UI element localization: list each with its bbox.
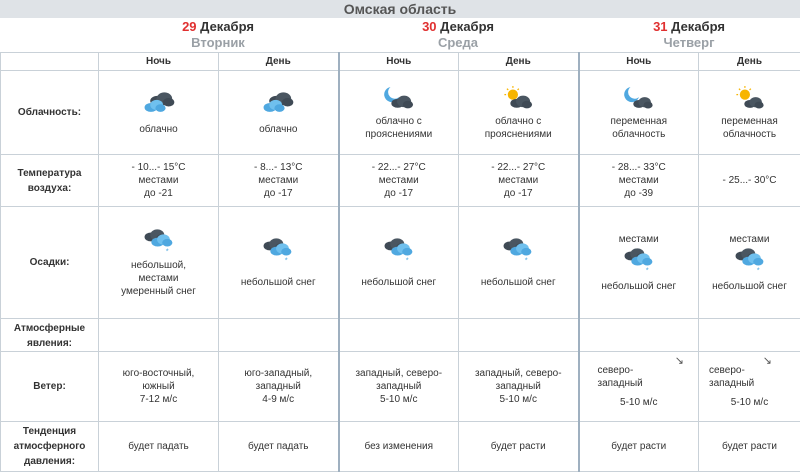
day-num: 29 [182, 19, 196, 34]
cloudiness-row [1, 71, 800, 155]
cloud-text: облачно [99, 124, 218, 135]
atmo-cell [99, 319, 219, 352]
period-day: День [459, 53, 579, 71]
precip-text: небольшой снег [580, 280, 699, 293]
wind-speed: 5-10 м/с [459, 393, 578, 406]
atmo-cell [699, 319, 800, 352]
wind-dir: юго-западный, [219, 367, 338, 380]
snow-cloud-icon [622, 246, 656, 274]
day-month: Декабря [440, 19, 494, 34]
temp-note: местами [219, 174, 338, 187]
temp-cell [699, 155, 800, 207]
wind-dir: северо- [580, 364, 699, 377]
temperature-label-1: Температура [1, 166, 98, 181]
day-header-31 [578, 18, 800, 52]
cloud-text-2: прояснениями [340, 128, 459, 141]
moon-cloud-icon [622, 85, 656, 111]
cloud-cell [579, 71, 699, 155]
moon-cloud-icon [382, 85, 416, 111]
cloudy-icon [261, 90, 295, 116]
period-day: День [219, 53, 339, 71]
wind-cell [579, 352, 699, 422]
pressure-label-3: давления: [1, 454, 98, 469]
wind-cell [219, 352, 339, 422]
atmo-cell [579, 319, 699, 352]
svg-text:*: * [756, 265, 759, 273]
pressure-cell: будет падать [99, 422, 219, 472]
pressure-row [1, 422, 800, 472]
pressure-cell: будет расти [699, 422, 800, 472]
day-header-30 [338, 18, 578, 52]
wind-speed: 5-10 м/с [340, 393, 459, 406]
temp-range: - 10...- 15°C [99, 161, 218, 174]
sun-cloud-icon [501, 85, 535, 111]
temp-note: местами [580, 174, 699, 187]
cloud-text: облачно с [340, 115, 459, 128]
snow-cloud-icon [142, 227, 176, 255]
pressure-label [1, 422, 99, 472]
temp-note: местами [340, 174, 459, 187]
cloud-text-2: облачность [580, 128, 699, 141]
wind-arrow-icon: ↘ [763, 354, 772, 367]
precip-text-3: умеренный снег [99, 285, 218, 298]
precip-cell [99, 207, 219, 319]
period-night: Ночь [339, 53, 459, 71]
atmo-label-2: явления: [1, 336, 98, 351]
snow-cloud-icon [382, 236, 416, 264]
temp-min: до -17 [459, 187, 578, 200]
wind-speed: 5-10 м/с [580, 396, 699, 409]
wind-cell [99, 352, 219, 422]
cloud-cell [459, 71, 579, 155]
precip-row [1, 207, 800, 319]
temp-note: местами [459, 174, 578, 187]
wind-speed: 7-12 м/с [99, 393, 218, 406]
precip-note: местами [699, 233, 800, 246]
sun-cloud-icon [733, 85, 767, 111]
wind-dir-2: западный [459, 380, 578, 393]
temp-cell [219, 155, 339, 207]
wind-label: Ветер: [1, 352, 99, 422]
precip-cell [579, 207, 699, 319]
precip-note: местами [580, 233, 699, 246]
day-month: Декабря [200, 19, 254, 34]
precip-cell [699, 207, 800, 319]
day-num: 31 [653, 19, 667, 34]
wind-dir: юго-восточный, [99, 367, 218, 380]
pressure-cell: будет расти [459, 422, 579, 472]
temperature-label [1, 155, 99, 207]
temperature-row [1, 155, 800, 207]
wind-row [1, 352, 800, 422]
wind-cell [699, 352, 800, 422]
precip-cell [459, 207, 579, 319]
cloud-text: переменная [699, 115, 800, 128]
wind-dir: северо- [699, 364, 800, 377]
cloud-text: переменная [580, 115, 699, 128]
temp-min: до -21 [99, 187, 218, 200]
temp-cell [99, 155, 219, 207]
cloud-text-2: прояснениями [459, 128, 578, 141]
svg-text:*: * [406, 256, 409, 264]
region-title: Омская область [0, 0, 800, 18]
cloud-cell [99, 71, 219, 155]
cloud-text-2: облачность [699, 128, 800, 141]
pressure-label-1: Тенденция [1, 424, 98, 439]
temp-cell [459, 155, 579, 207]
precip-text: небольшой снег [219, 276, 338, 289]
wind-dir-2: западный [699, 377, 800, 390]
forecast-table [0, 52, 800, 472]
wind-speed: 4-9 м/с [219, 393, 338, 406]
precip-text: небольшой, [99, 259, 218, 272]
wind-cell [339, 352, 459, 422]
cloud-cell [219, 71, 339, 155]
atmo-row [1, 319, 800, 352]
precip-text: небольшой снег [340, 276, 459, 289]
wind-dir-2: западный [580, 377, 699, 390]
period-night: Ночь [579, 53, 699, 71]
temp-range: - 25...- 30°C [699, 174, 800, 187]
day-weekday: Вторник [98, 35, 338, 51]
wind-dir-2: южный [99, 380, 218, 393]
pressure-cell: будет расти [579, 422, 699, 472]
temp-range: - 28...- 33°C [580, 161, 699, 174]
atmo-label-1: Атмосферные [1, 321, 98, 336]
atmo-cell [219, 319, 339, 352]
day-weekday: Четверг [578, 35, 800, 51]
cloud-text: облачно [219, 124, 338, 135]
period-day: День [699, 53, 800, 71]
day-weekday: Среда [338, 35, 578, 51]
temp-range: - 22...- 27°C [340, 161, 459, 174]
cloud-cell [699, 71, 800, 155]
day-header-29 [98, 18, 338, 52]
cloudiness-label: Облачность: [1, 71, 99, 155]
temp-note: местами [99, 174, 218, 187]
wind-dir-2: западный [340, 380, 459, 393]
snow-cloud-icon [501, 236, 535, 264]
wind-speed: 5-10 м/с [699, 396, 800, 409]
temp-min: до -39 [580, 187, 699, 200]
atmo-cell [459, 319, 579, 352]
atmo-label [1, 319, 99, 352]
pressure-label-2: атмосферного [1, 439, 98, 454]
precip-text: небольшой снег [699, 280, 800, 293]
precip-cell [219, 207, 339, 319]
wind-cell [459, 352, 579, 422]
cloud-cell [339, 71, 459, 155]
temp-cell [339, 155, 459, 207]
svg-text:*: * [525, 256, 528, 264]
snow-cloud-icon [261, 236, 295, 264]
wind-dir: западный, северо- [459, 367, 578, 380]
temp-cell [579, 155, 699, 207]
svg-text:*: * [646, 265, 649, 273]
temp-min: до -17 [219, 187, 338, 200]
period-row [1, 53, 800, 71]
precip-cell [339, 207, 459, 319]
temp-min: до -17 [340, 187, 459, 200]
wind-arrow-icon: ↘ [675, 354, 684, 367]
cloud-text: облачно с [459, 115, 578, 128]
period-night: Ночь [99, 53, 219, 71]
svg-text:*: * [165, 247, 168, 255]
temp-range: - 8...- 13°C [219, 161, 338, 174]
cloudy-icon [142, 90, 176, 116]
atmo-cell [339, 319, 459, 352]
wind-dir: западный, северо- [340, 367, 459, 380]
precip-text: небольшой снег [459, 276, 578, 289]
snow-cloud-icon [733, 246, 767, 274]
precip-label: Осадки: [1, 207, 99, 319]
svg-text:*: * [285, 256, 288, 264]
temp-range: - 22...- 27°C [459, 161, 578, 174]
day-month: Декабря [671, 19, 725, 34]
pressure-cell: без изменения [339, 422, 459, 472]
corner-cell [1, 53, 99, 71]
day-num: 30 [422, 19, 436, 34]
wind-dir-2: западный [219, 380, 338, 393]
pressure-cell: будет падать [219, 422, 339, 472]
temperature-label-2: воздуха: [1, 181, 98, 196]
precip-text-2: местами [99, 272, 218, 285]
